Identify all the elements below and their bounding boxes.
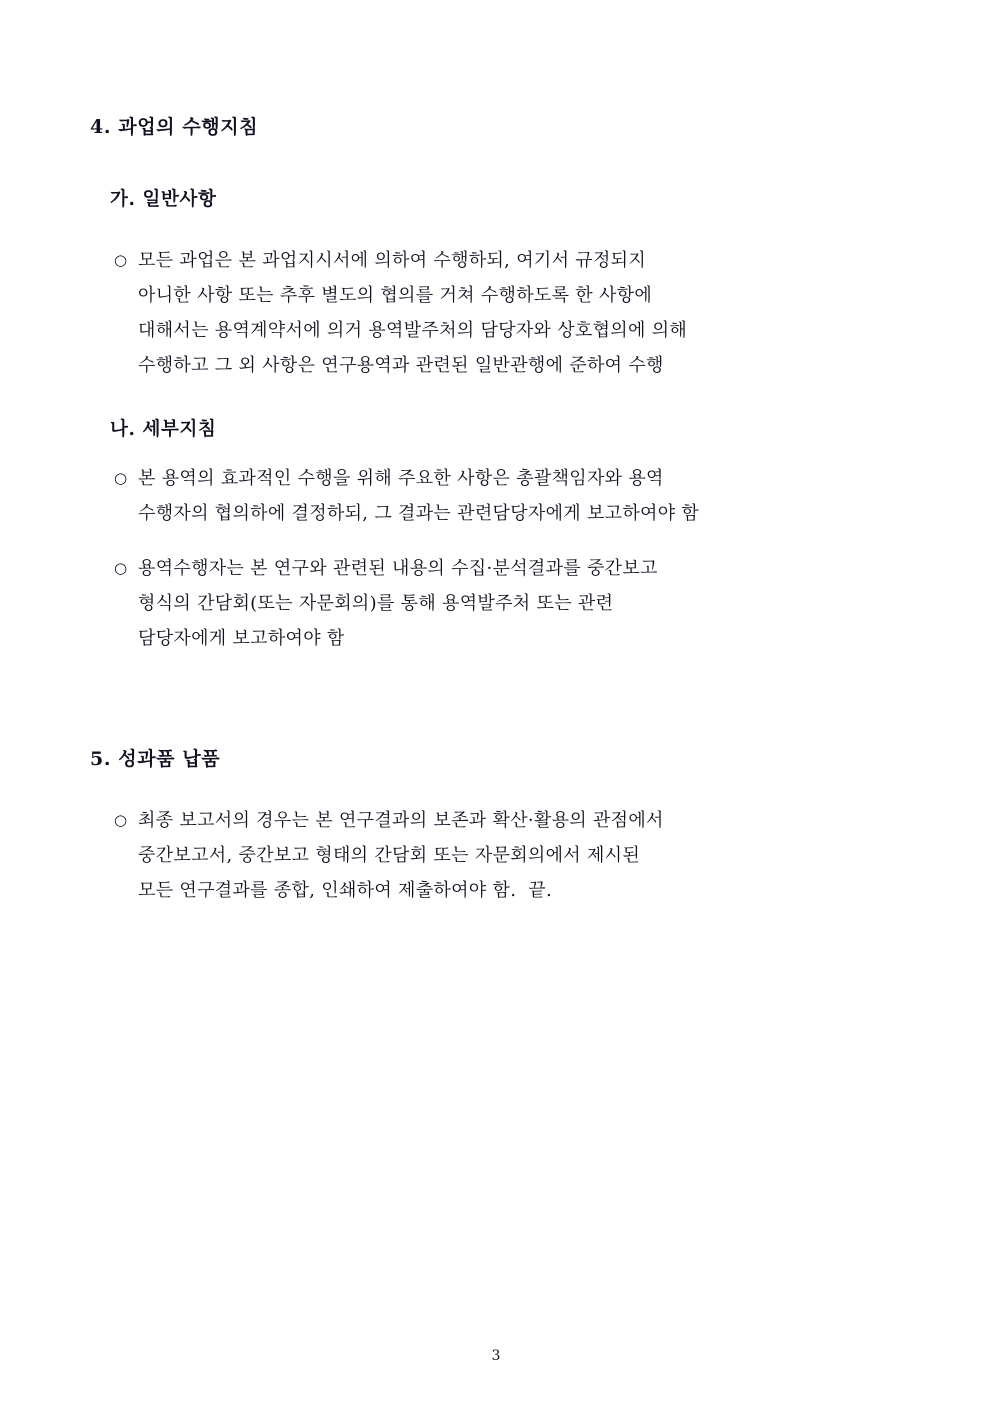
list-item bbox=[114, 551, 908, 656]
text-line: 담당자에게 보고하여야 함 bbox=[138, 628, 345, 649]
list-item bbox=[114, 803, 908, 908]
bullet-marker: ○ bbox=[114, 469, 128, 487]
text-line: 모든 과업은 본 과업지시서에 의하여 수행하되, 여기서 규정되지 bbox=[138, 250, 647, 271]
bullet-marker: ○ bbox=[114, 251, 128, 269]
text-line: 형식의 간담회(또는 자문회의)를 통해 용역발주처 또는 관련 bbox=[138, 593, 614, 614]
text-line: 대해서는 용역계약서에 의거 용역발주처의 담당자와 상호협의에 의해 bbox=[138, 320, 688, 341]
spacer bbox=[84, 656, 908, 744]
text-line: 수행자의 협의하에 결정하되, 그 결과는 관련담당자에게 보고하여야 함 bbox=[138, 503, 700, 524]
text-line: 수행하고 그 외 사항은 연구용역과 관련된 일반관행에 준하여 수행 bbox=[138, 355, 664, 376]
section-heading-4: 4. 과업의 수행지침 bbox=[90, 116, 259, 138]
text-line: 용역수행자는 본 연구와 관련된 내용의 수집·분석결과를 중간보고 bbox=[138, 558, 658, 579]
text-line: 모든 연구결과를 종합, 인쇄하여 제출하여야 함. 끝. bbox=[138, 880, 552, 901]
list-item-body bbox=[138, 461, 908, 531]
page-number: 3 bbox=[491, 1348, 501, 1364]
section-heading-5: 5. 성과품 납품 bbox=[90, 748, 221, 770]
spacer bbox=[84, 531, 908, 551]
subsection-heading-ga: 가. 일반사항 bbox=[110, 189, 217, 210]
spacer bbox=[84, 771, 908, 803]
subsection-heading-na: 나. 세부지침 bbox=[110, 419, 217, 440]
list-item-body bbox=[138, 551, 908, 656]
text-line: 아니한 사항 또는 추후 별도의 협의를 거쳐 수행하도록 한 사항에 bbox=[138, 285, 653, 306]
text-line: 최종 보고서의 경우는 본 연구결과의 보존과 확산·활용의 관점에서 bbox=[138, 810, 664, 831]
text-line: 본 용역의 효과적인 수행을 위해 주요한 사항은 총괄책임자와 용역 bbox=[138, 468, 664, 489]
spacer bbox=[84, 383, 908, 415]
list-item bbox=[114, 461, 908, 531]
bullet-marker: ○ bbox=[114, 811, 128, 829]
list-item-body bbox=[138, 803, 908, 908]
text-line: 중간보고서, 중간보고 형태의 간담회 또는 자문회의에서 제시된 bbox=[138, 845, 641, 866]
spacer bbox=[84, 139, 908, 185]
list-item bbox=[114, 243, 908, 383]
bullet-marker: ○ bbox=[114, 559, 128, 577]
list-item-body bbox=[138, 243, 908, 383]
spacer bbox=[84, 211, 908, 243]
spacer bbox=[84, 441, 908, 461]
